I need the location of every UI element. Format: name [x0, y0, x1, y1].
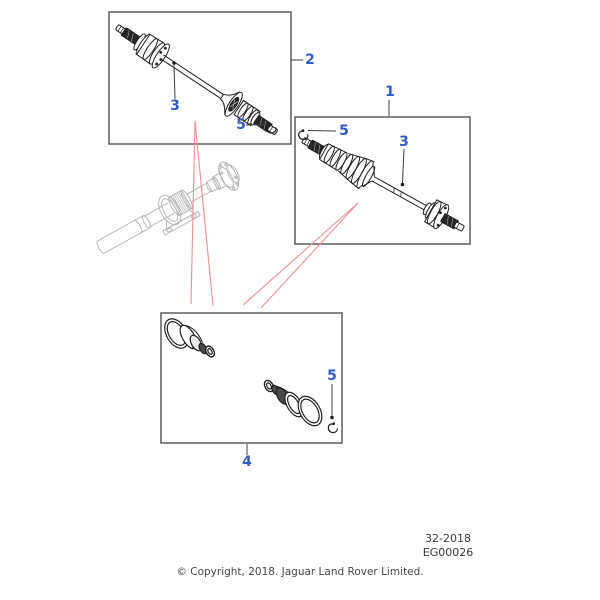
callout-5-boot-kit-snap-ring[interactable]: 5: [327, 368, 337, 384]
callout-2-left-axle-assembly[interactable]: 2: [305, 52, 315, 68]
halfshaft-illustration-right: [295, 123, 470, 242]
copyright-text: © Copyright, 2018. Jaguar Land Rover Limited.: [176, 566, 424, 578]
figure-reference-block: [413, 532, 483, 559]
figure-code: EG00026: [422, 545, 474, 559]
callout-1-right-axle-assembly[interactable]: 1: [385, 84, 395, 100]
callout-5-left-snap-ring[interactable]: 5: [236, 117, 246, 133]
callout-5-right-snap-ring[interactable]: 5: [339, 123, 349, 139]
callout-3-right-axle-shaft[interactable]: 3: [399, 134, 409, 150]
callout-3-left-axle-shaft[interactable]: 3: [170, 98, 180, 114]
propshaft-illustration: [91, 158, 247, 266]
snap-ring-icon: [327, 422, 337, 433]
callout-4-boot-kit[interactable]: 4: [242, 454, 252, 470]
section-code: 32-2018: [425, 532, 471, 545]
part-box-outline-1: [295, 117, 470, 244]
boot-kit-illustration: [160, 315, 327, 430]
